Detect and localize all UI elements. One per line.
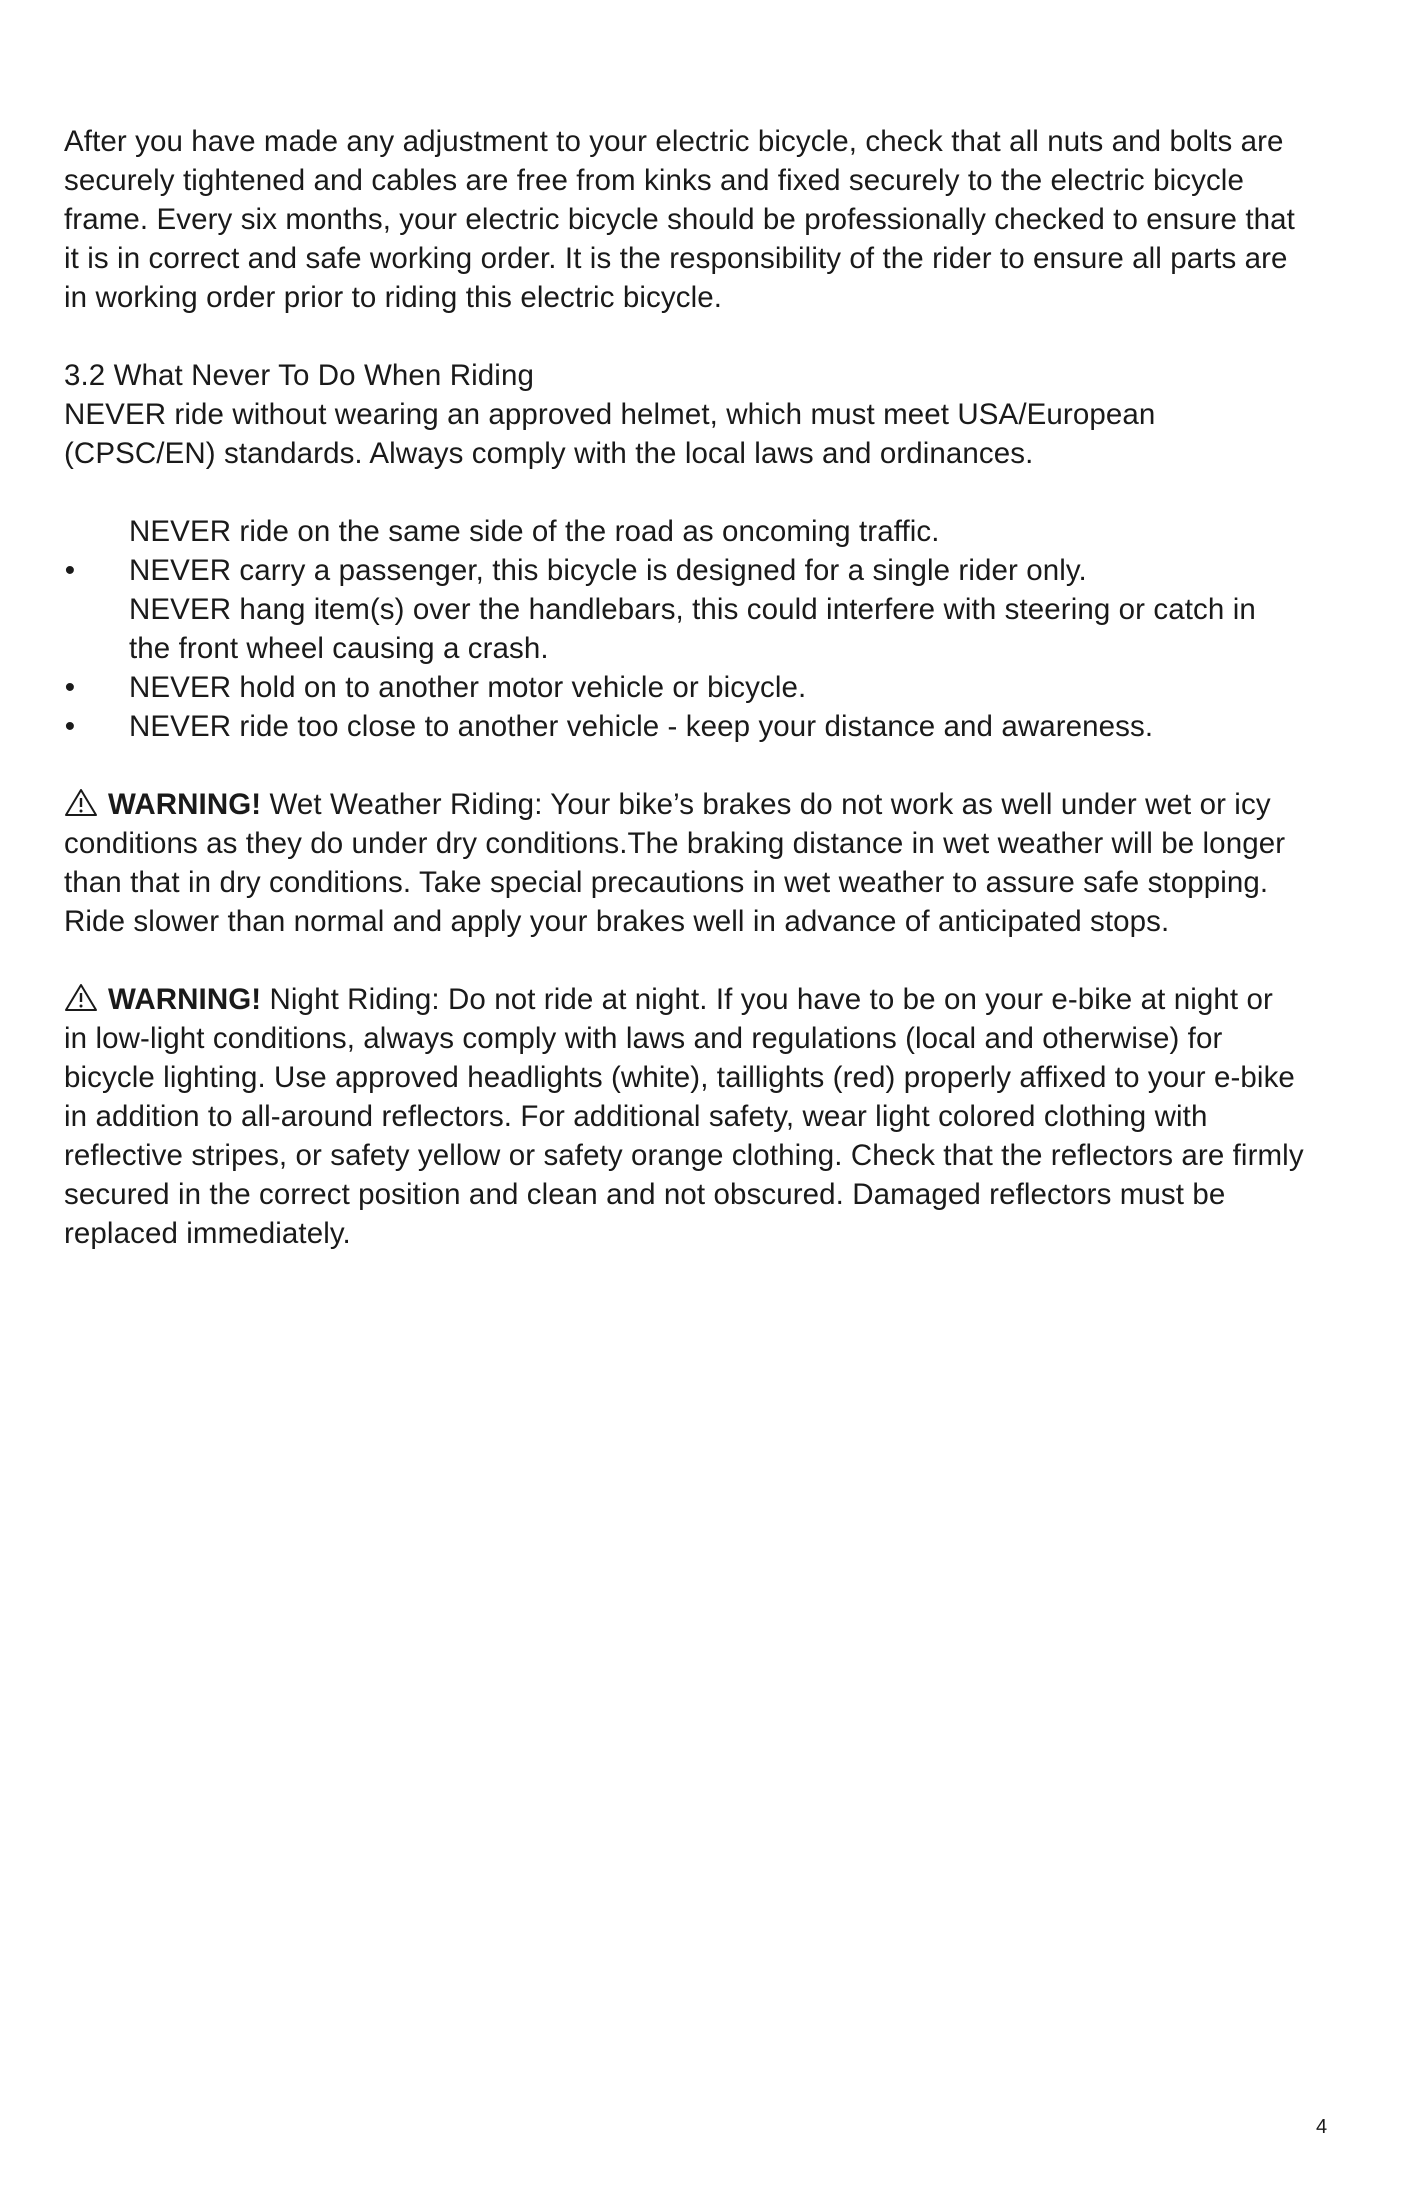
- list-item-text: NEVER ride on the same side of the road as oncoming traffic.: [129, 515, 940, 548]
- section-what-never-to-do: [64, 356, 1304, 746]
- list-item: [64, 512, 1304, 551]
- section-intro: NEVER ride without wearing an approved helmet, which must meet USA/European (CPSC/EN) standards. Always comply with the local laws and ordinances.: [64, 398, 1156, 470]
- list-item-text: NEVER hold on to another motor vehicle or bicycle.: [129, 671, 807, 704]
- bullet: •: [64, 554, 76, 587]
- warning-triangle-icon: [64, 788, 98, 817]
- warning-text: Wet Weather Riding: Your bike’s brakes do not work as well under wet or icy conditions as they do under dry conditions.The braking distance in wet weather will be longer than that in dry conditions. Take special precautions in wet weather to assure safe stopping. Ride slower than normal and apply your brakes well in advance of anticipated stops.: [64, 788, 1286, 938]
- night-riding-warning: [64, 980, 1304, 1253]
- list-item: [64, 551, 1304, 590]
- warning-triangle-icon: [64, 983, 98, 1012]
- list-item: [64, 707, 1304, 746]
- never-list: [64, 512, 1304, 746]
- manual-page-content: [64, 122, 1304, 1292]
- list-item-text: NEVER carry a passenger, this bicycle is designed for a single rider only.: [129, 554, 1087, 587]
- list-item-text: NEVER ride too close to another vehicle - keep your distance and awareness.: [129, 710, 1154, 743]
- warning-text: Night Riding: Do not ride at night. If you have to be on your e-bike at night or in low-light conditions, always comply with laws and regulations (local and otherwise) for bicycle lighting. Use approved headlights (white), taillights (red) properly affixed to your e-bike in addition to all-around reflectors. For additional safety, wear light colored clothing with reflective stripes, or safety yellow or safety orange clothing. Check that the reflectors are firmly secured in the correct position and clean and not obscured. Damaged reflectors must be replaced immediately.: [64, 983, 1304, 1250]
- wet-weather-warning: [64, 785, 1304, 941]
- list-item: [64, 668, 1304, 707]
- bullet: •: [64, 671, 76, 704]
- warning-label: WARNING!: [108, 983, 262, 1016]
- list-item: [64, 590, 1304, 668]
- warning-label: WARNING!: [108, 788, 262, 821]
- page-number: 4: [1316, 2116, 1328, 2138]
- intro-paragraph: After you have made any adjustment to your electric bicycle, check that all nuts and bolts are securely tightened and cables are free from kinks and fixed securely to the electric bicycle frame. Every six months, your electric bicycle should be professionally checked to ensure that it is in correct and safe working order. It is the responsibility of the rider to ensure all parts are in working order prior to riding this electric bicycle.: [64, 125, 1295, 314]
- section-heading: 3.2 What Never To Do When Riding: [64, 359, 534, 392]
- list-item-text: NEVER hang item(s) over the handlebars, this could interfere with steering or catch in the front wheel causing a crash.: [129, 593, 1256, 665]
- bullet: •: [64, 710, 76, 743]
